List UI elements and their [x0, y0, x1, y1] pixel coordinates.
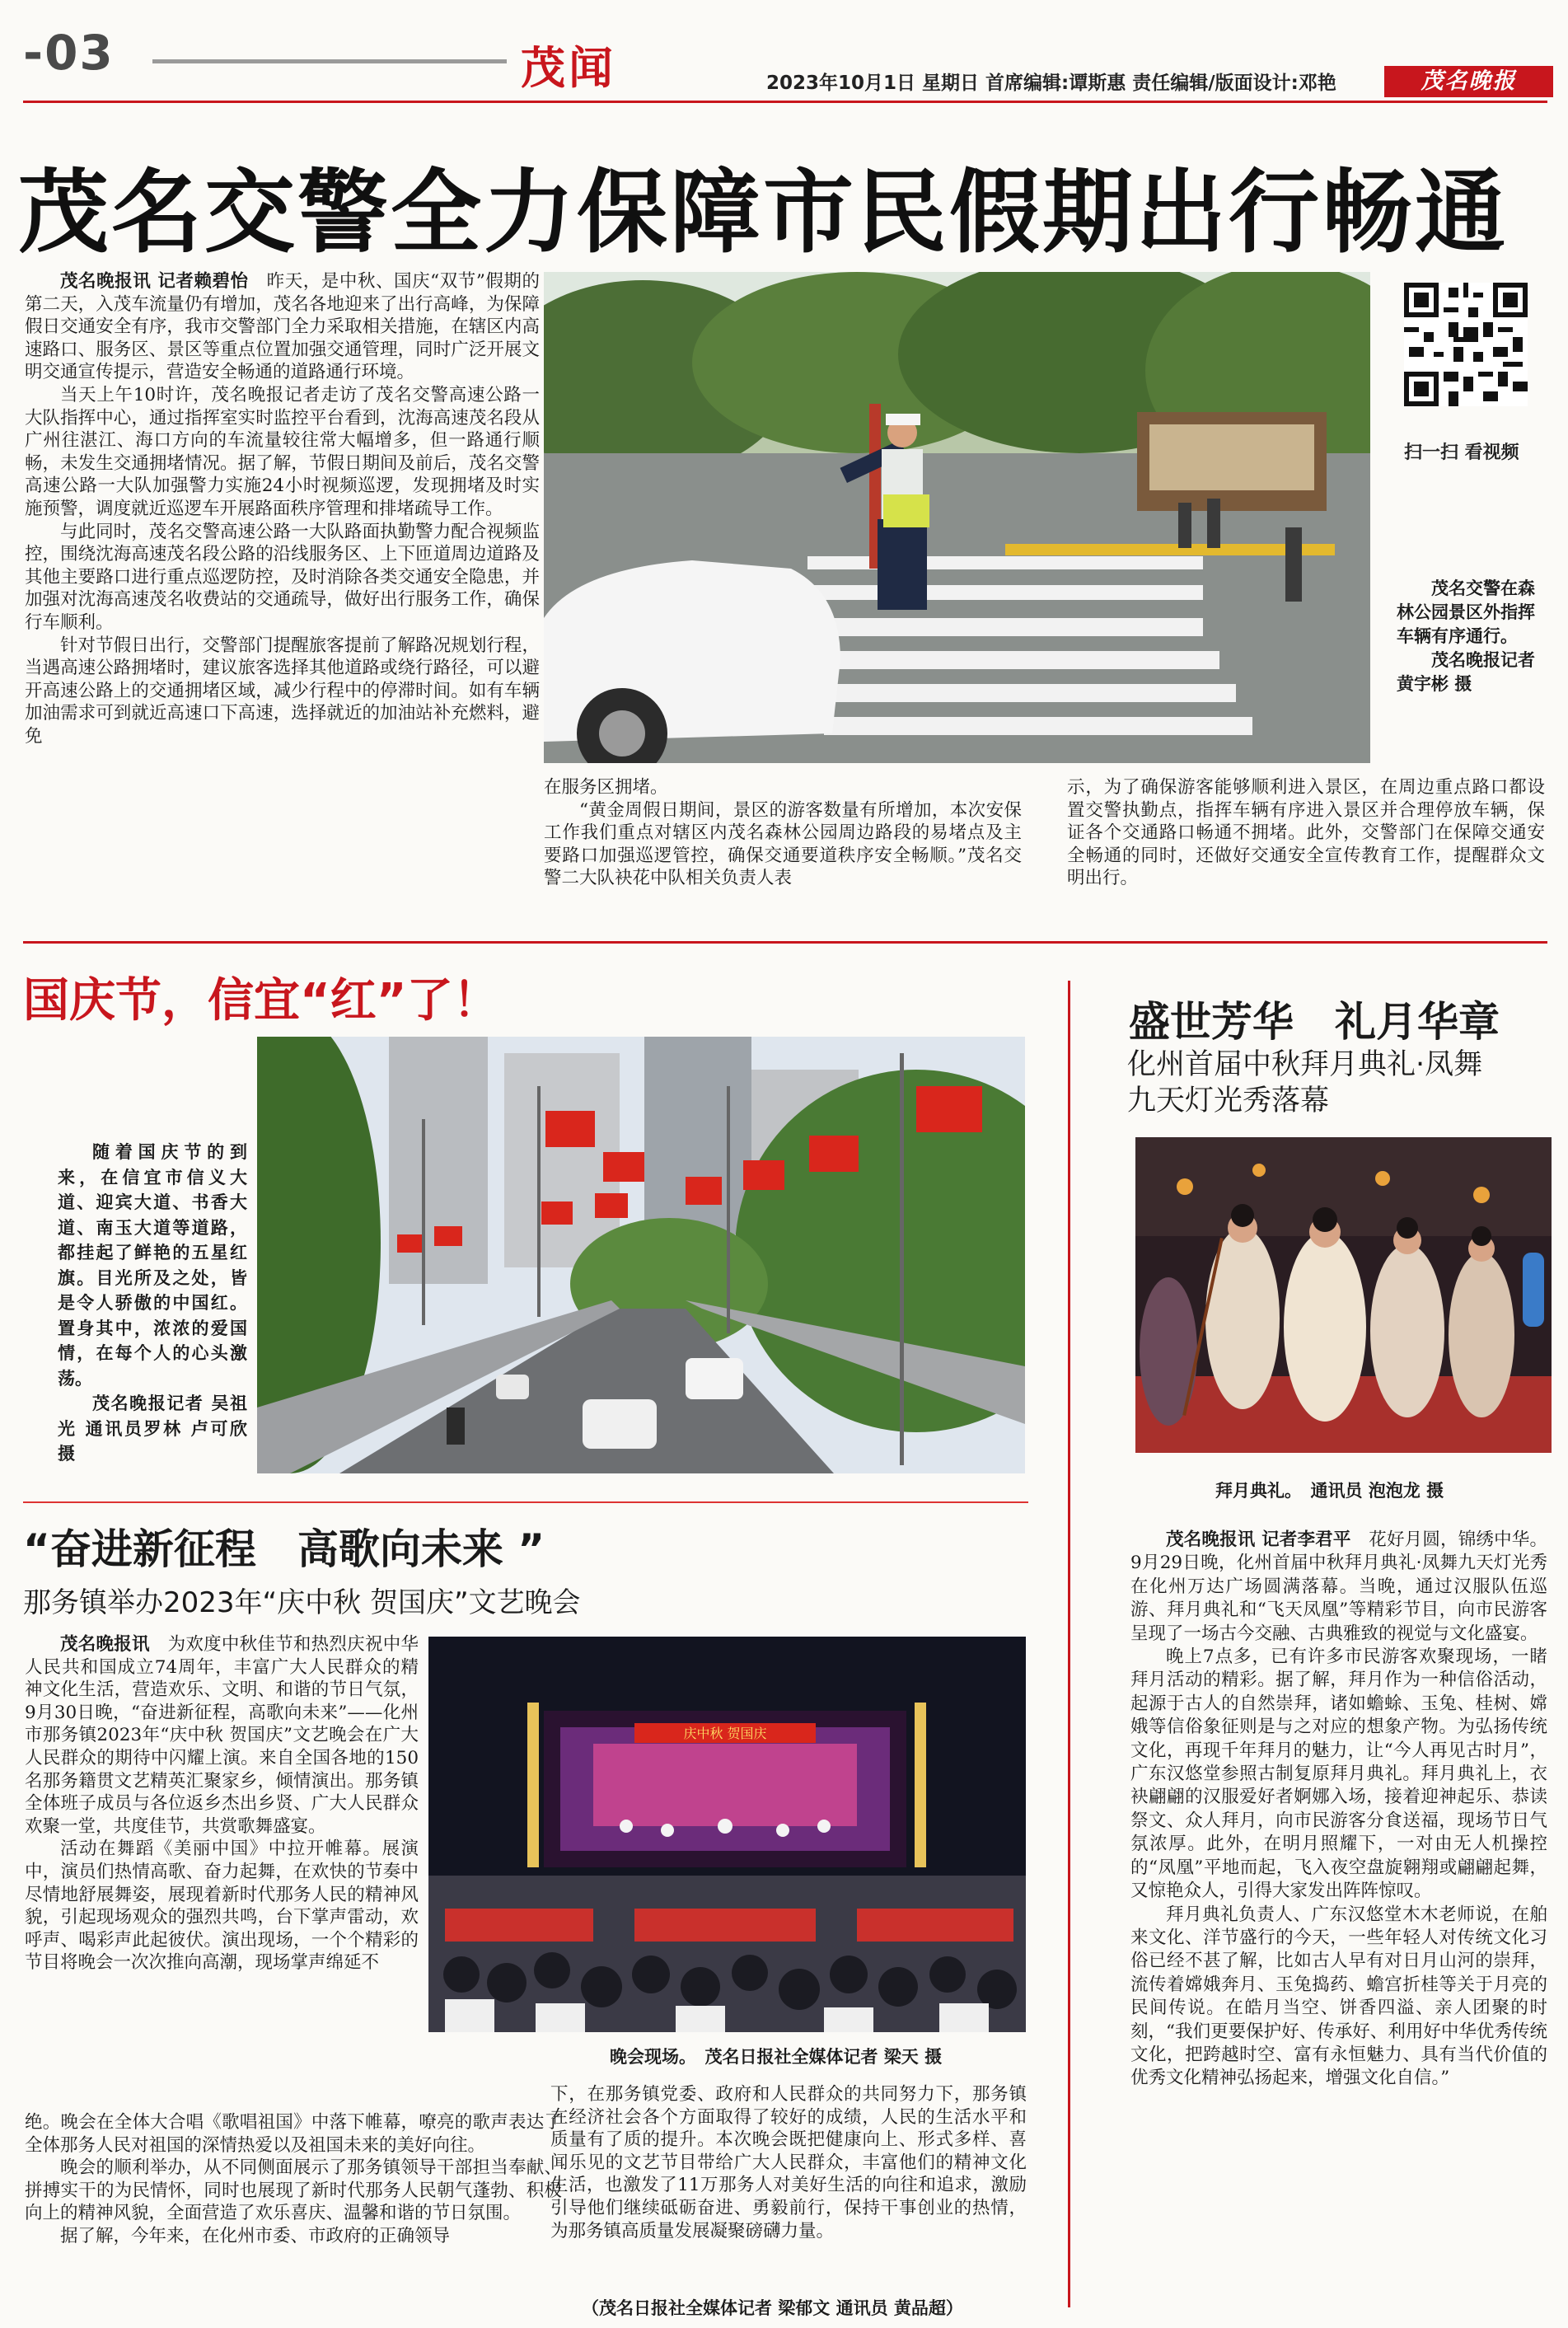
article3-photo-caption: 晚会现场。 茂名日报社全媒体记者 梁天 摄	[610, 2047, 943, 2067]
moon-ceremony-photo	[1135, 1137, 1552, 1453]
column-divider	[1068, 981, 1070, 2307]
article3-byline: 茂名晚报讯	[60, 1634, 150, 1655]
article3-top-rule	[23, 1501, 1028, 1503]
article3-col1: 茂名晚报讯 为欢度中秋佳节和热烈庆祝中华人民共和国成立74周年，丰富广大人民群众的精神文化生活，营造欢乐、文明、和谐的节日气氛，9月30日晚，“奋进新征程，高歌向未来”——化州市那务镇2023年“庆中秋 贺国庆”文艺晚会在广大人民群众的期待中闪耀上演。来自全国各地的150名那务籍贯文艺精英汇聚家乡，倾情演出。那务镇全体班子成员与各位返乡杰出乡贤、广大人民群众欢聚一堂，共度佳节，共赏歌舞盛宴。 活动在舞蹈《美丽中国》中拉开帷幕。展演中，演员们热情高歌、奋力起舞，在欢快的节奏中尽情地舒展舞姿，展现着新时代那务人民的精神风貌，引起现场观众的强烈共鸣，台下掌声雷动，欢呼声、喝彩声此起彼伏。演出现场，一个个精彩的节目将晚会一次次推向高潮，现场掌声绵延不	[25, 1634, 419, 1974]
article3-credit: （茂名日报社全媒体记者 梁郁文 通讯员 黄品超）	[582, 2298, 963, 2318]
article3-subhead: 那务镇举办2023年“庆中秋 贺国庆”文艺晚会	[23, 1586, 581, 1619]
article3-col-wide: 绝。晚会在全体大合唱《歌唱祖国》中落下帷幕，嘹亮的歌声表达了全体那务人民对祖国的深情热爱以及祖国未来的美好向往。 晚会的顺利举办，从不同侧面展示了那务镇领导干部担当奉献、拼搏实干的为民情怀，同时也展现了新时代那务人民朝气蓬勃、积极向上的精神风貌，全面营造了欢乐喜庆、温馨和谐的节日氛围。 据了解，今年来，在化州市委、市政府的正确领导	[25, 2112, 562, 2246]
stage-sign: 庆中秋 贺国庆	[683, 1726, 767, 1741]
qr-caption: 扫一扫 看视频	[1404, 443, 1519, 463]
flags-street-photo	[257, 1037, 1025, 1473]
article2-headline: 国庆节，信宜“红”了！	[23, 974, 499, 1028]
article1-col2: 在服务区拥堵。 “黄金周假日期间，景区的游客数量有所增加，本次安保工作我们重点对辖区内茂名森林公园周边路段的易堵点及主要路口加强巡逻管控，确保交通要道秩序安全畅顺。”茂名交警二大队袂花中队相关负责人表	[544, 777, 1022, 889]
section-divider	[23, 941, 1547, 944]
section-title: 茂闻	[521, 42, 616, 94]
article1-byline: 茂名晚报讯 记者赖碧怡	[60, 271, 249, 292]
article1-col3: 示，为了确保游客能够顺利进入景区，在周边重点路口都设置交警执勤点，指挥车辆有序进入景区并合理停放车辆，保证各个交通路口畅通不拥堵。此外，交警部门在保障交通安全畅通的同时，还做好交通安全宣传教育工作，提醒群众文明出行。	[1067, 777, 1545, 889]
traffic-police-photo	[544, 272, 1370, 763]
article1-headline: 茂名交警全力保障市民假期出行畅通	[18, 160, 1508, 265]
header-rule-red	[23, 101, 1547, 103]
article2-caption: 随着国庆节的到来，在信宜市信义大道、迎宾大道、书香大道、南玉大道等道路，都挂起了鲜艳的五星红旗。目光所及之处，皆是令人骄傲的中国红。置身其中，浓浓的爱国情，在每个人的心头激荡。 茂名晚报记者 吴祖光 通讯员罗林 卢可欣 摄	[58, 1142, 247, 1464]
article4-headline: 盛世芳华 礼月华章	[1129, 998, 1500, 1046]
masthead-logo-text: 茂名晚报	[1421, 68, 1517, 94]
article3-headline: “奋进新征程 高歌向未来 ”	[23, 1525, 545, 1573]
qr-code	[1404, 283, 1528, 406]
article1-col1: 茂名晚报讯 记者赖碧怡 昨天，是中秋、国庆“双节”假期的第二天，入茂车流量仍有增加，茂名各地迎来了出行高峰，为保障假日交通安全有序，我市交警部门全力采取相关措施，在辖区内高速路口、服务区、景区等重点位置加强交通管理，同时广泛开展文明交通宣传提示，营造安全畅通的道路通行环境。 当天上午10时许，茂名晚报记者走访了茂名交警高速公路一大队指挥中心，通过指挥室实时监控平台看到，沈海高速茂名段从广州往湛江、海口方向的车流量较往常大幅增多，但一路通行顺畅，未发生交通拥堵情况。据了解，节假日期间及前后，茂名交警高速公路一大队加强警力实施24小时视频巡逻，发现拥堵及时实施预警，调度就近巡逻车开展路面秩序管理和排堵疏导工作。 与此同时，茂名交警高速公路一大队路面执勤警力配合视频监控，围绕沈海高速茂名段公路的沿线服务区、上下匝道周边道路及其他主要路口进行重点巡逻防控，及时消除各类交通安全隐患，并加强对沈海高速茂名收费站的交通疏导，做好出行服务工作，确保行车顺利。 针对节假日出行，交警部门提醒旅客提前了解路况规划行程，当遇高速公路拥堵时，建议旅客选择其他道路或绕行路径，可以避开高速公路上的交通拥堵区域，减少行程中的停滞时间。如有车辆加油需求可到就近高速口下高速，选择就近的加油站补充燃料，避免	[25, 271, 540, 747]
article4-photo-caption: 拜月典礼。 通讯员 泡泡龙 摄	[1215, 1481, 1444, 1501]
masthead-logo	[1384, 66, 1553, 97]
gala-stage-photo	[428, 1637, 1026, 2032]
article3-col2: 下，在那务镇党委、政府和人民群众的共同努力下，那务镇在经济社会各个方面取得了较好的成绩，人民的生活水平和质量有了质的提升。本次晚会既把健康向上、形式多样、喜闻乐见的文艺节目带给广大人民群众，丰富他们的精神文化生活，也激发了11万那务人对美好生活的向往和追求，激励引导他们继续砥砺奋进、勇毅前行，保持干事创业的热情，为那务镇高质量发展凝聚磅礴力量。	[550, 2084, 1027, 2241]
article4-subhead: 化州首届中秋拜月典礼·凤舞 九天灯光秀落幕	[1127, 1048, 1483, 1117]
article4-body: 茂名晚报讯 记者李君平 花好月圆，锦绣中华。9月29日晚，化州首届中秋拜月典礼·凤舞九天灯光秀在化州万达广场圆满落幕。当晚，通过汉服队伍巡游、拜月典礼和“飞天凤凰”等精彩节目，向市民游客呈现了一场古今交融、古典雅致的视觉与文化盛宴。 晚上7点多，已有许多市民游客欢聚现场，一睹拜月活动的精彩。据了解，拜月作为一种信俗活动，起源于古人的自然崇拜，诸如蟾蜍、玉兔、桂树、嫦娥等信俗象征则是与之对应的想象产物。为弘扬传统文化，再现千年拜月的魅力，让“今人再见古时月”，广东汉悠堂参照古制复原拜月典礼。拜月典礼上，衣袂翩翩的汉服爱好者婀娜入场，接着迎神起乐、恭读祭文、众人拜月，向市民游客分食送福，现场节日气氛浓厚。此外，在明月照耀下，一对由无人机操控的“凤凰”平地而起，飞入夜空盘旋翱翔或翩翩起舞，又惊艳众人，引得大家发出阵阵惊叹。 拜月典礼负责人、广东汉悠堂木木老师说，在舶来文化、洋节盛行的今天，一些年轻人对传统文化习俗已经不甚了解，比如古人早有对日月山河的崇拜，流传着嫦娥奔月、玉兔捣药、蟾宫折桂等关于月亮的民间传说。在皓月当空、饼香四溢、亲人团聚的时刻，“我们更要保护好、传承好、利用好中华优秀传统文化，把跨越时空、富有永恒魅力、具有当代价值的优秀文化精神弘扬起来，增强文化自信。”	[1130, 1529, 1547, 2089]
header-meta: 2023年10月1日 星期日 首席编辑:谭斯惠 责任编辑/版面设计:邓艳	[766, 73, 1336, 94]
article1-photo-caption: 茂名交警在森林公园景区外指挥车辆有序通行。 茂名晚报记者 黄宇彬 摄	[1397, 578, 1535, 694]
page-number: -03	[23, 25, 115, 81]
article4-byline: 茂名晚报讯 记者李君平	[1166, 1529, 1351, 1550]
header-rule-gray	[152, 59, 507, 63]
